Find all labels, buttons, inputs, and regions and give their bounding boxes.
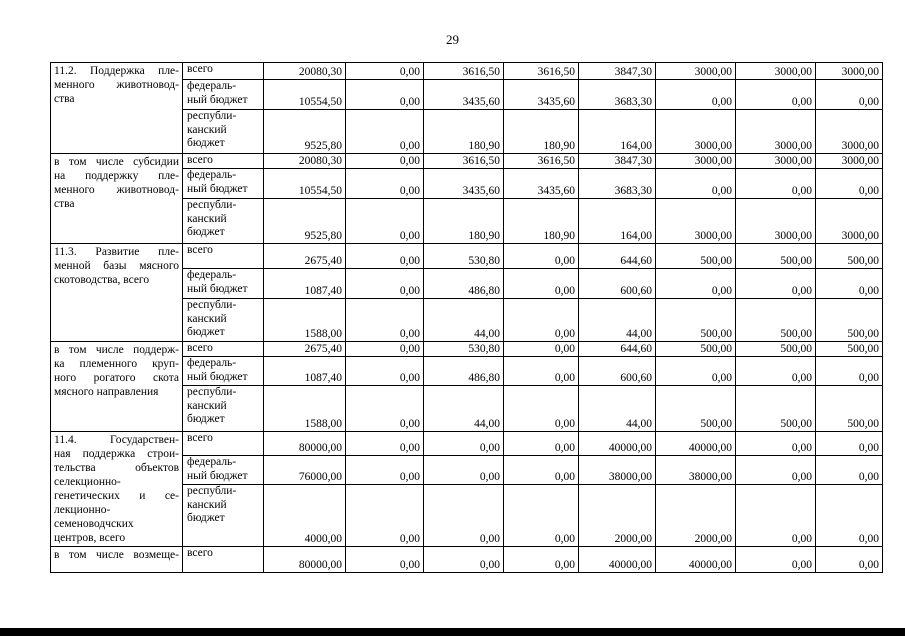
value-cell: 486,80 xyxy=(424,269,504,299)
value-cell: 530,80 xyxy=(424,244,504,269)
value-cell: 3000,00 xyxy=(816,199,883,244)
budget-type-line: федераль- xyxy=(187,357,237,369)
description-line: 11.4. Государствен- xyxy=(54,434,179,446)
budget-type-label xyxy=(183,299,264,342)
value-cell: 3000,00 xyxy=(736,199,816,244)
value-cell: 0,00 xyxy=(346,269,424,299)
value-cell: 500,00 xyxy=(656,342,736,357)
budget-type-label xyxy=(183,547,264,573)
group-description xyxy=(51,432,183,547)
budget-type-line: ный бюджет xyxy=(187,282,248,295)
value-cell: 500,00 xyxy=(816,386,883,432)
value-cell: 500,00 xyxy=(736,244,816,269)
value-cell: 80000,00 xyxy=(264,432,346,456)
description-line: менного животновод- xyxy=(54,79,179,91)
budget-type-label xyxy=(183,169,264,199)
value-cell: 0,00 xyxy=(816,456,883,485)
value-cell: 0,00 xyxy=(656,80,736,110)
value-cell: 3000,00 xyxy=(736,63,816,80)
value-cell: 0,00 xyxy=(504,357,579,386)
value-cell: 0,00 xyxy=(346,80,424,110)
value-cell: 10554,50 xyxy=(264,169,346,199)
value-cell: 1588,00 xyxy=(264,386,346,432)
value-cell: 20080,30 xyxy=(264,63,346,80)
value-cell: 80000,00 xyxy=(264,547,346,573)
value-cell: 40000,00 xyxy=(579,547,656,573)
table-row xyxy=(51,342,883,357)
value-cell: 0,00 xyxy=(816,169,883,199)
value-cell: 3435,60 xyxy=(504,169,579,199)
budget-type-line: республи- xyxy=(187,485,237,497)
description-line: в том числе возмеще- xyxy=(54,549,179,561)
value-cell: 500,00 xyxy=(816,342,883,357)
budget-type-line: республи- xyxy=(187,386,237,398)
description-line: ства xyxy=(54,198,75,210)
value-cell: 3000,00 xyxy=(656,110,736,154)
budget-type-line: ный бюджет xyxy=(187,370,248,383)
budget-type-line: бюджет xyxy=(187,326,225,338)
value-cell: 3000,00 xyxy=(656,199,736,244)
value-cell: 0,00 xyxy=(346,110,424,154)
group-description xyxy=(51,547,183,573)
budget-type-label xyxy=(183,485,264,547)
value-cell: 76000,00 xyxy=(264,456,346,485)
value-cell: 3435,60 xyxy=(424,80,504,110)
value-cell: 3435,60 xyxy=(424,169,504,199)
value-cell: 3616,50 xyxy=(424,154,504,169)
value-cell: 0,00 xyxy=(504,547,579,573)
value-cell: 44,00 xyxy=(424,299,504,342)
page-number: 29 xyxy=(446,32,459,47)
budget-type-line: республи- xyxy=(187,199,237,211)
value-cell: 3616,50 xyxy=(424,63,504,80)
budget-type-label xyxy=(183,432,264,456)
value-cell: 3616,50 xyxy=(504,154,579,169)
budget-type-line: федераль- xyxy=(187,456,237,468)
group-description xyxy=(51,342,183,432)
value-cell: 44,00 xyxy=(579,386,656,432)
budget-type-label xyxy=(183,110,264,154)
budget-type-line: федераль- xyxy=(187,80,237,92)
value-cell: 0,00 xyxy=(346,357,424,386)
value-cell: 3847,30 xyxy=(579,154,656,169)
value-cell: 40000,00 xyxy=(579,432,656,456)
budget-type-line: всего xyxy=(187,342,213,354)
value-cell: 0,00 xyxy=(346,299,424,342)
value-cell: 500,00 xyxy=(736,386,816,432)
description-line: ного рогатого скота xyxy=(54,372,179,384)
budget-type-line: канский xyxy=(187,312,227,325)
value-cell: 1588,00 xyxy=(264,299,346,342)
value-cell: 9525,80 xyxy=(264,199,346,244)
budget-type-line: федераль- xyxy=(187,269,237,281)
value-cell: 600,60 xyxy=(579,357,656,386)
value-cell: 0,00 xyxy=(346,342,424,357)
budget-type-label xyxy=(183,269,264,299)
budget-type-label xyxy=(183,63,264,80)
value-cell: 500,00 xyxy=(656,244,736,269)
group-description xyxy=(51,154,183,244)
table-row xyxy=(51,432,883,456)
value-cell: 0,00 xyxy=(504,244,579,269)
description-line: тельства объектов xyxy=(54,462,179,474)
value-cell: 0,00 xyxy=(816,485,883,547)
budget-type-label xyxy=(183,80,264,110)
budget-type-line: всего xyxy=(187,547,213,559)
value-cell: 10554,50 xyxy=(264,80,346,110)
value-cell: 1087,40 xyxy=(264,269,346,299)
value-cell: 0,00 xyxy=(736,80,816,110)
description-line: в том числе поддерж- xyxy=(54,344,179,356)
value-cell: 644,60 xyxy=(579,244,656,269)
description-line: ка племенного круп- xyxy=(54,358,179,370)
value-cell: 3000,00 xyxy=(816,154,883,169)
value-cell: 38000,00 xyxy=(656,456,736,485)
budget-type-line: ный бюджет xyxy=(187,469,248,482)
value-cell: 3000,00 xyxy=(736,154,816,169)
value-cell: 0,00 xyxy=(656,269,736,299)
value-cell: 3000,00 xyxy=(816,63,883,80)
value-cell: 0,00 xyxy=(736,357,816,386)
value-cell: 0,00 xyxy=(504,432,579,456)
value-cell: 44,00 xyxy=(424,386,504,432)
group-description xyxy=(51,244,183,342)
value-cell: 0,00 xyxy=(736,269,816,299)
value-cell: 644,60 xyxy=(579,342,656,357)
budget-type-line: федераль- xyxy=(187,169,237,181)
value-cell: 9525,80 xyxy=(264,110,346,154)
value-cell: 0,00 xyxy=(816,80,883,110)
value-cell: 180,90 xyxy=(424,110,504,154)
value-cell: 180,90 xyxy=(504,199,579,244)
description-line: 11.2. Поддержка пле- xyxy=(54,65,179,77)
budget-type-line: всего xyxy=(187,63,213,75)
value-cell: 0,00 xyxy=(504,456,579,485)
value-cell: 1087,40 xyxy=(264,357,346,386)
budget-type-line: всего xyxy=(187,154,213,166)
value-cell: 0,00 xyxy=(346,63,424,80)
value-cell: 0,00 xyxy=(816,357,883,386)
value-cell: 0,00 xyxy=(346,485,424,547)
value-cell: 0,00 xyxy=(424,432,504,456)
table-row xyxy=(51,63,883,80)
value-cell: 0,00 xyxy=(424,456,504,485)
budget-type-line: всего xyxy=(187,244,213,256)
value-cell: 500,00 xyxy=(656,299,736,342)
value-cell: 0,00 xyxy=(346,154,424,169)
value-cell: 3000,00 xyxy=(816,110,883,154)
value-cell: 3435,60 xyxy=(504,80,579,110)
value-cell: 0,00 xyxy=(346,386,424,432)
value-cell: 0,00 xyxy=(736,485,816,547)
value-cell: 0,00 xyxy=(346,547,424,573)
value-cell: 600,60 xyxy=(579,269,656,299)
budget-table xyxy=(50,62,883,573)
value-cell: 2675,40 xyxy=(264,244,346,269)
value-cell: 0,00 xyxy=(424,485,504,547)
value-cell: 0,00 xyxy=(504,299,579,342)
value-cell: 500,00 xyxy=(736,342,816,357)
value-cell: 0,00 xyxy=(656,357,736,386)
budget-type-line: канский xyxy=(187,399,227,412)
value-cell: 530,80 xyxy=(424,342,504,357)
description-line: на поддержку пле- xyxy=(54,170,179,182)
budget-type-line: бюджет xyxy=(187,512,225,524)
value-cell: 0,00 xyxy=(504,269,579,299)
value-cell: 4000,00 xyxy=(264,485,346,547)
description-line: генетических и се- xyxy=(54,490,179,502)
table-row xyxy=(51,547,883,573)
value-cell: 3847,30 xyxy=(579,63,656,80)
budget-type-line: республи- xyxy=(187,299,237,311)
budget-type-line: ный бюджет xyxy=(187,93,248,106)
budget-type-line: бюджет xyxy=(187,226,225,238)
value-cell: 0,00 xyxy=(736,432,816,456)
description-line: 11.3. Развитие пле- xyxy=(54,246,179,258)
value-cell: 500,00 xyxy=(656,386,736,432)
value-cell: 0,00 xyxy=(656,169,736,199)
value-cell: 164,00 xyxy=(579,110,656,154)
value-cell: 0,00 xyxy=(346,199,424,244)
value-cell: 0,00 xyxy=(816,269,883,299)
group-description xyxy=(51,63,183,154)
value-cell: 3000,00 xyxy=(736,110,816,154)
value-cell: 0,00 xyxy=(736,456,816,485)
value-cell: 0,00 xyxy=(346,169,424,199)
value-cell: 20080,30 xyxy=(264,154,346,169)
value-cell: 500,00 xyxy=(816,299,883,342)
table-row xyxy=(51,244,883,269)
value-cell: 3000,00 xyxy=(656,63,736,80)
value-cell: 0,00 xyxy=(816,432,883,456)
value-cell: 2675,40 xyxy=(264,342,346,357)
value-cell: 0,00 xyxy=(346,432,424,456)
description-line: скотоводства, всего xyxy=(54,274,150,286)
value-cell: 0,00 xyxy=(736,169,816,199)
description-line: менной базы мясного xyxy=(54,260,179,272)
description-line: мясного направления xyxy=(54,386,159,398)
value-cell: 164,00 xyxy=(579,199,656,244)
value-cell: 0,00 xyxy=(346,244,424,269)
value-cell: 486,80 xyxy=(424,357,504,386)
budget-type-label xyxy=(183,357,264,386)
value-cell: 0,00 xyxy=(424,547,504,573)
value-cell: 0,00 xyxy=(504,386,579,432)
budget-type-label xyxy=(183,456,264,485)
value-cell: 3683,30 xyxy=(579,169,656,199)
value-cell: 0,00 xyxy=(504,485,579,547)
value-cell: 2000,00 xyxy=(656,485,736,547)
description-line: центров, всего xyxy=(54,532,126,544)
budget-type-line: канский xyxy=(187,212,227,225)
value-cell: 500,00 xyxy=(816,244,883,269)
description-line: ства xyxy=(54,93,75,105)
budget-type-line: канский xyxy=(187,498,227,511)
value-cell: 2000,00 xyxy=(579,485,656,547)
value-cell: 180,90 xyxy=(504,110,579,154)
value-cell: 40000,00 xyxy=(656,432,736,456)
value-cell: 500,00 xyxy=(736,299,816,342)
value-cell: 38000,00 xyxy=(579,456,656,485)
description-line: лекционно- xyxy=(54,504,111,516)
budget-type-line: ный бюджет xyxy=(187,182,248,195)
description-line: семеноводчских xyxy=(54,518,134,530)
budget-type-line: всего xyxy=(187,432,213,444)
budget-type-line: бюджет xyxy=(187,137,225,149)
value-cell: 0,00 xyxy=(736,547,816,573)
value-cell: 3616,50 xyxy=(504,63,579,80)
budget-type-label xyxy=(183,342,264,357)
value-cell: 3683,30 xyxy=(579,80,656,110)
value-cell: 0,00 xyxy=(346,456,424,485)
value-cell: 0,00 xyxy=(816,547,883,573)
description-line: в том числе субсидии xyxy=(54,156,179,168)
description-line: ная поддержка строи- xyxy=(54,448,179,460)
table-row xyxy=(51,154,883,169)
value-cell: 40000,00 xyxy=(656,547,736,573)
budget-type-line: бюджет xyxy=(187,413,225,425)
value-cell: 0,00 xyxy=(504,342,579,357)
description-line: селекционно- xyxy=(54,476,121,488)
budget-type-line: республи- xyxy=(187,110,237,122)
description-line: менного животновод- xyxy=(54,184,179,196)
value-cell: 3000,00 xyxy=(656,154,736,169)
scan-edge-bar xyxy=(0,628,905,636)
budget-type-label xyxy=(183,386,264,432)
value-cell: 180,90 xyxy=(424,199,504,244)
value-cell: 44,00 xyxy=(579,299,656,342)
budget-type-label xyxy=(183,154,264,169)
budget-type-line: канский xyxy=(187,123,227,136)
budget-type-label xyxy=(183,244,264,269)
budget-type-label xyxy=(183,199,264,244)
